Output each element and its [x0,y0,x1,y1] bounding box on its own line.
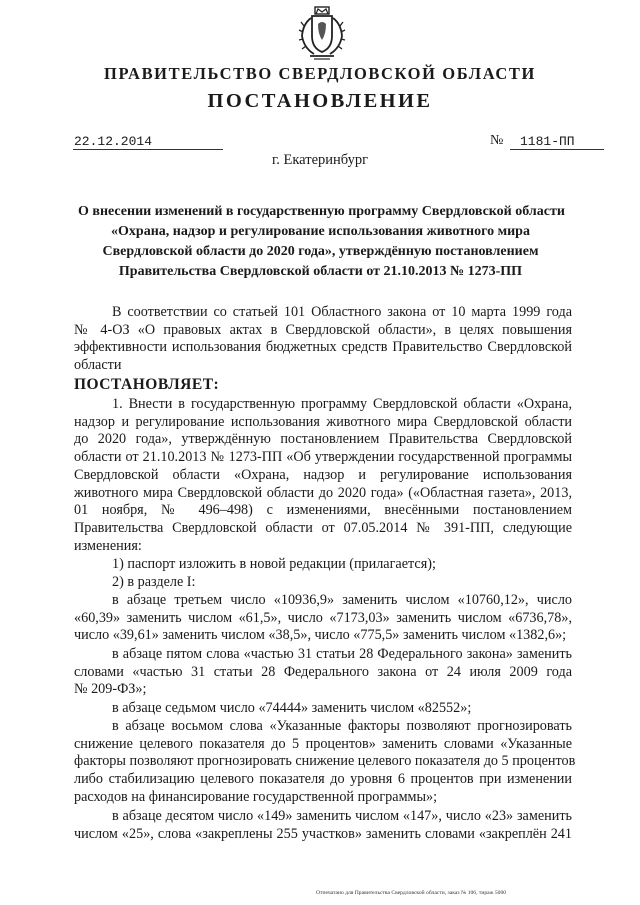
text-line: изменения: [74,537,142,554]
text-line: области [74,357,122,374]
sverdlovsk-coat-of-arms-icon [298,6,346,62]
number-underline [510,149,604,150]
text-line: словами «частью 31 статьи 28 Федерального закона от 24 июля 2009 года [74,663,572,680]
subitem-2 [74,574,572,592]
paragraph-abzac-5 [74,646,572,699]
text-line: число «39,61» заменить числом «38,5», число «775,5» заменить числом «1382,6»; [74,627,567,644]
text-line: в абзаце пятом слова «частью 31 статьи 28 Федерального закона» заменить [112,646,572,662]
text-line: 2) в разделе I: [112,574,196,590]
text-line: надзор и регулирование использования животного мира Свердловской области [74,413,572,430]
text-line: в абзаце десятом число «149» заменить числом «147», число «23» заменить [112,808,572,824]
text-line: 1) паспорт изложить в новой редакции (прилагается); [112,556,436,572]
document-type: ПОСТАНОВЛЕНИЕ [207,90,433,112]
text-line: снижение целевого показателя до 5 процентов» заменить словами «Указанные [74,735,572,752]
document-date: 22.12.2014 [74,134,153,149]
text-line: № 209-ФЗ»; [74,681,147,698]
city: г. Екатеринбург [271,152,369,168]
text-line: факторы позволяют прогнозировать снижение целевого показателя до 5 процентов [74,753,576,770]
text-line: либо стабилизацию целевого показателя до уровня 6 процентов при изменении [74,771,572,788]
text-line: «60,39» заменить числом «61,5», число «7173,03» заменить числом «6736,78», [74,609,572,626]
resolves-heading: ПОСТАНОВЛЯЕТ: [74,376,220,393]
text-line: области от 21.10.2013 № 1273-ПП «Об утверждении государственной программы [74,449,572,466]
intro-paragraph [74,304,572,375]
text-line: в абзаце седьмом число «74444» заменить числом «82552»; [112,700,472,716]
text-line: в абзаце третьем число «10936,9» заменить числом «10760,12», число [112,592,572,608]
text-line: числом «25», слова «закреплены 255 участков» заменить словами «закреплён 241 [74,825,572,842]
title-line: О внесении изменений в государственную программу Свердловской области [78,204,565,219]
text-line: до 2020 года», утверждённую постановлением Правительства Свердловской [74,431,572,448]
text-line: в абзаце восьмом слова «Указанные факторы позволяют прогнозировать [112,718,572,734]
paragraph-abzac-8 [74,718,576,807]
text-line: 01 ноября, № 496–498) с изменениями, внесёнными постановлением [74,502,572,519]
print-footer: Отпечатано для Правительства Свердловской области, заказ № 106, тираж 5000 [316,890,507,896]
title-line: «Охрана, надзор и регулирование использования животного мира [111,224,530,239]
title-line: Правительства Свердловской области от 21.10.2013 № 1273-ПП [118,264,523,279]
number-label: № [490,133,504,148]
text-line: В соответствии со статьей 101 Областного закона от 10 марта 1999 года [112,304,572,320]
date-underline [73,149,223,150]
paragraph-abzac-7 [74,700,572,718]
item-1-paragraph [74,396,572,555]
text-line: Правительства Свердловской области от 07.05.2014 № 391-ПП, следующие [74,519,572,536]
text-line: Свердловской области «Охрана, надзор и регулирование использования [74,466,572,483]
title-line: Свердловской области до 2020 года», утверждённую постановлением [102,244,539,259]
subitem-1 [74,556,572,574]
document-title [78,202,563,282]
text-line: расходов на финансирование государственной программы»; [74,788,438,805]
text-line: № 4-ОЗ «О правовых актах в Свердловской области», в целях повышения [74,321,572,338]
text-line: 1. Внести в государственную программу Свердловской области «Охрана, [112,396,572,412]
document-number: 1181-ПП [520,134,575,149]
paragraph-abzac-3 [74,592,572,645]
paragraph-abzac-10 [74,808,572,843]
organization-name: ПРАВИТЕЛЬСТВО СВЕРДЛОВСКОЙ ОБЛАСТИ [104,64,536,83]
text-line: животного мира Свердловской области до 2020 года» («Областная газета», 2013, [74,484,572,501]
text-line: эффективности использования бюджетных средств Правительство Свердловской [74,339,572,356]
